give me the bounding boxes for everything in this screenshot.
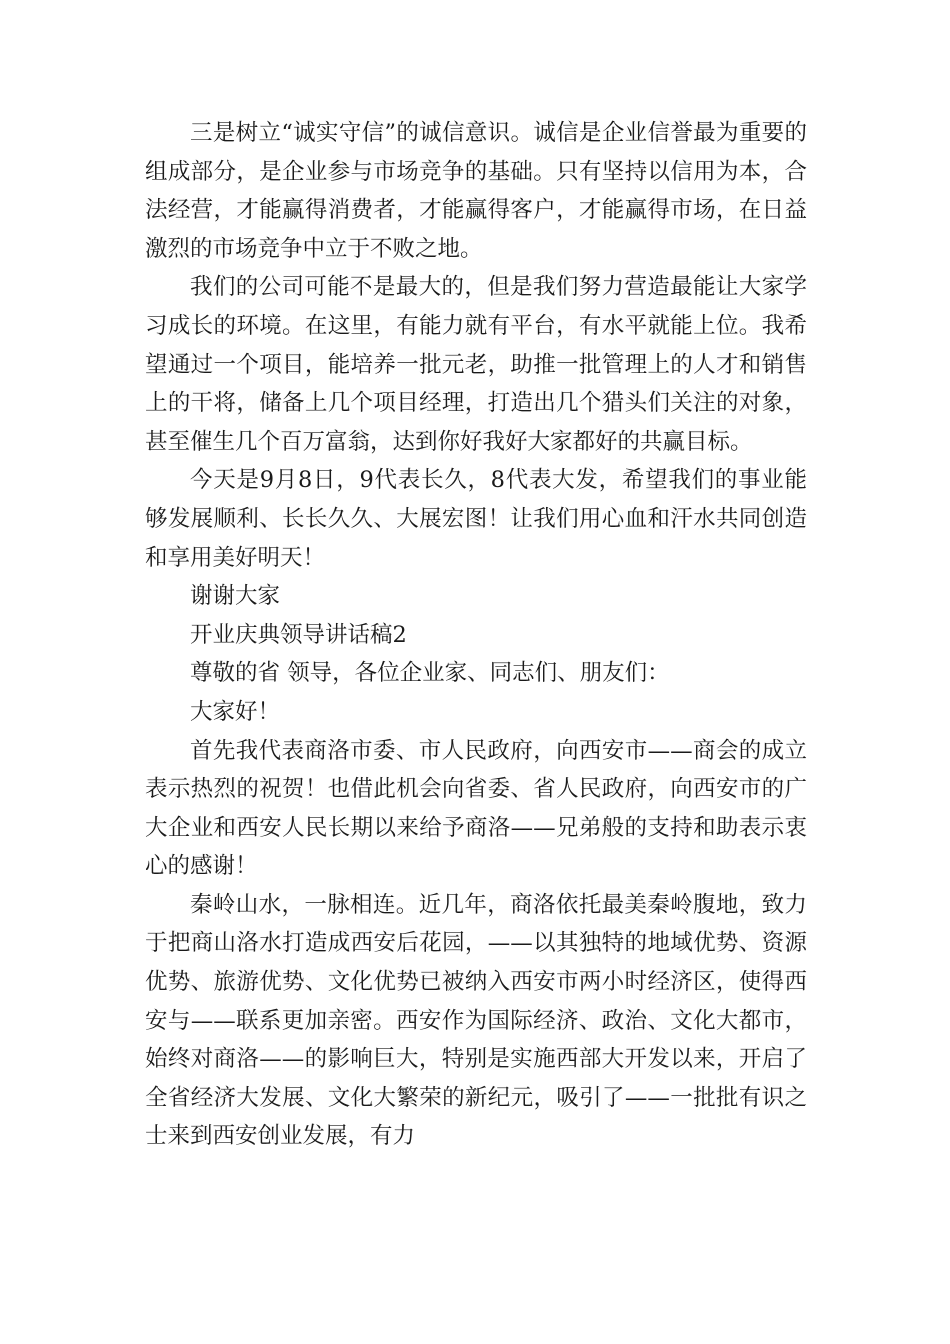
paragraph-salutation: 尊敬的省 领导，各位企业家、同志们、朋友们：	[190, 660, 670, 687]
paragraph-opening-date: 今天是9月8日，9代表长久，8代表大发，希望我们的事业能够发展顺利、长长久久、大展宏图！让我们用心血和汗水共同创造和享用美好明天！	[145, 467, 807, 571]
section-title: 开业庆典领导讲话稿2	[190, 621, 407, 648]
paragraph-integrity: 三是树立“诚实守信”的诚信意识。诚信是企业信誉最为重要的组成部分，是企业参与市场竞争的基础。只有坚持以信用为本，合法经营，才能赢得消费者，才能赢得客户，才能赢得市场，在日益激烈的市场竞争中立于不败之地。	[145, 120, 807, 262]
paragraph-congratulations: 首先我代表商洛市委、市人民政府，向西安市——商会的成立表示热烈的祝贺！也借此机会向省委、省人民政府，向西安市的广大企业和西安人民长期以来给予商洛——兄弟般的支持和助表示衷心的感谢！	[145, 737, 807, 880]
paragraph-thanks: 谢谢大家	[190, 583, 281, 610]
document-page	[145, 114, 807, 1156]
paragraph-qinling: 秦岭山水，一脉相连。近几年，商洛依托最美秦岭腹地，致力于把商山洛水打造成西安后花园，——以其独特的地域优势、资源优势、旅游优势、文化优势已被纳入西安市两小时经济区，使得西安与——联系更加亲密。西安作为国际经济、政治、文化大都市，始终对商洛——的影响巨大，特别是实施西部大开发以来，开启了全省经济大发展、文化大繁荣的新纪元，吸引了——一批批有识之士来到西安创业发展，有力	[145, 891, 807, 1150]
paragraph-greeting: 大家好！	[190, 698, 281, 725]
paragraph-company-environment: 我们的公司可能不是最大的，但是我们努力营造最能让大家学习成长的环境。在这里，有能力就有平台，有水平就能上位。我希望通过一个项目，能培养一批元老，助推一批管理上的人才和销售上的干将，储备上几个项目经理，打造出几个猎头们关注的对象，甚至催生几个百万富翁，达到你好我好大家都好的共赢目标。	[145, 274, 807, 455]
